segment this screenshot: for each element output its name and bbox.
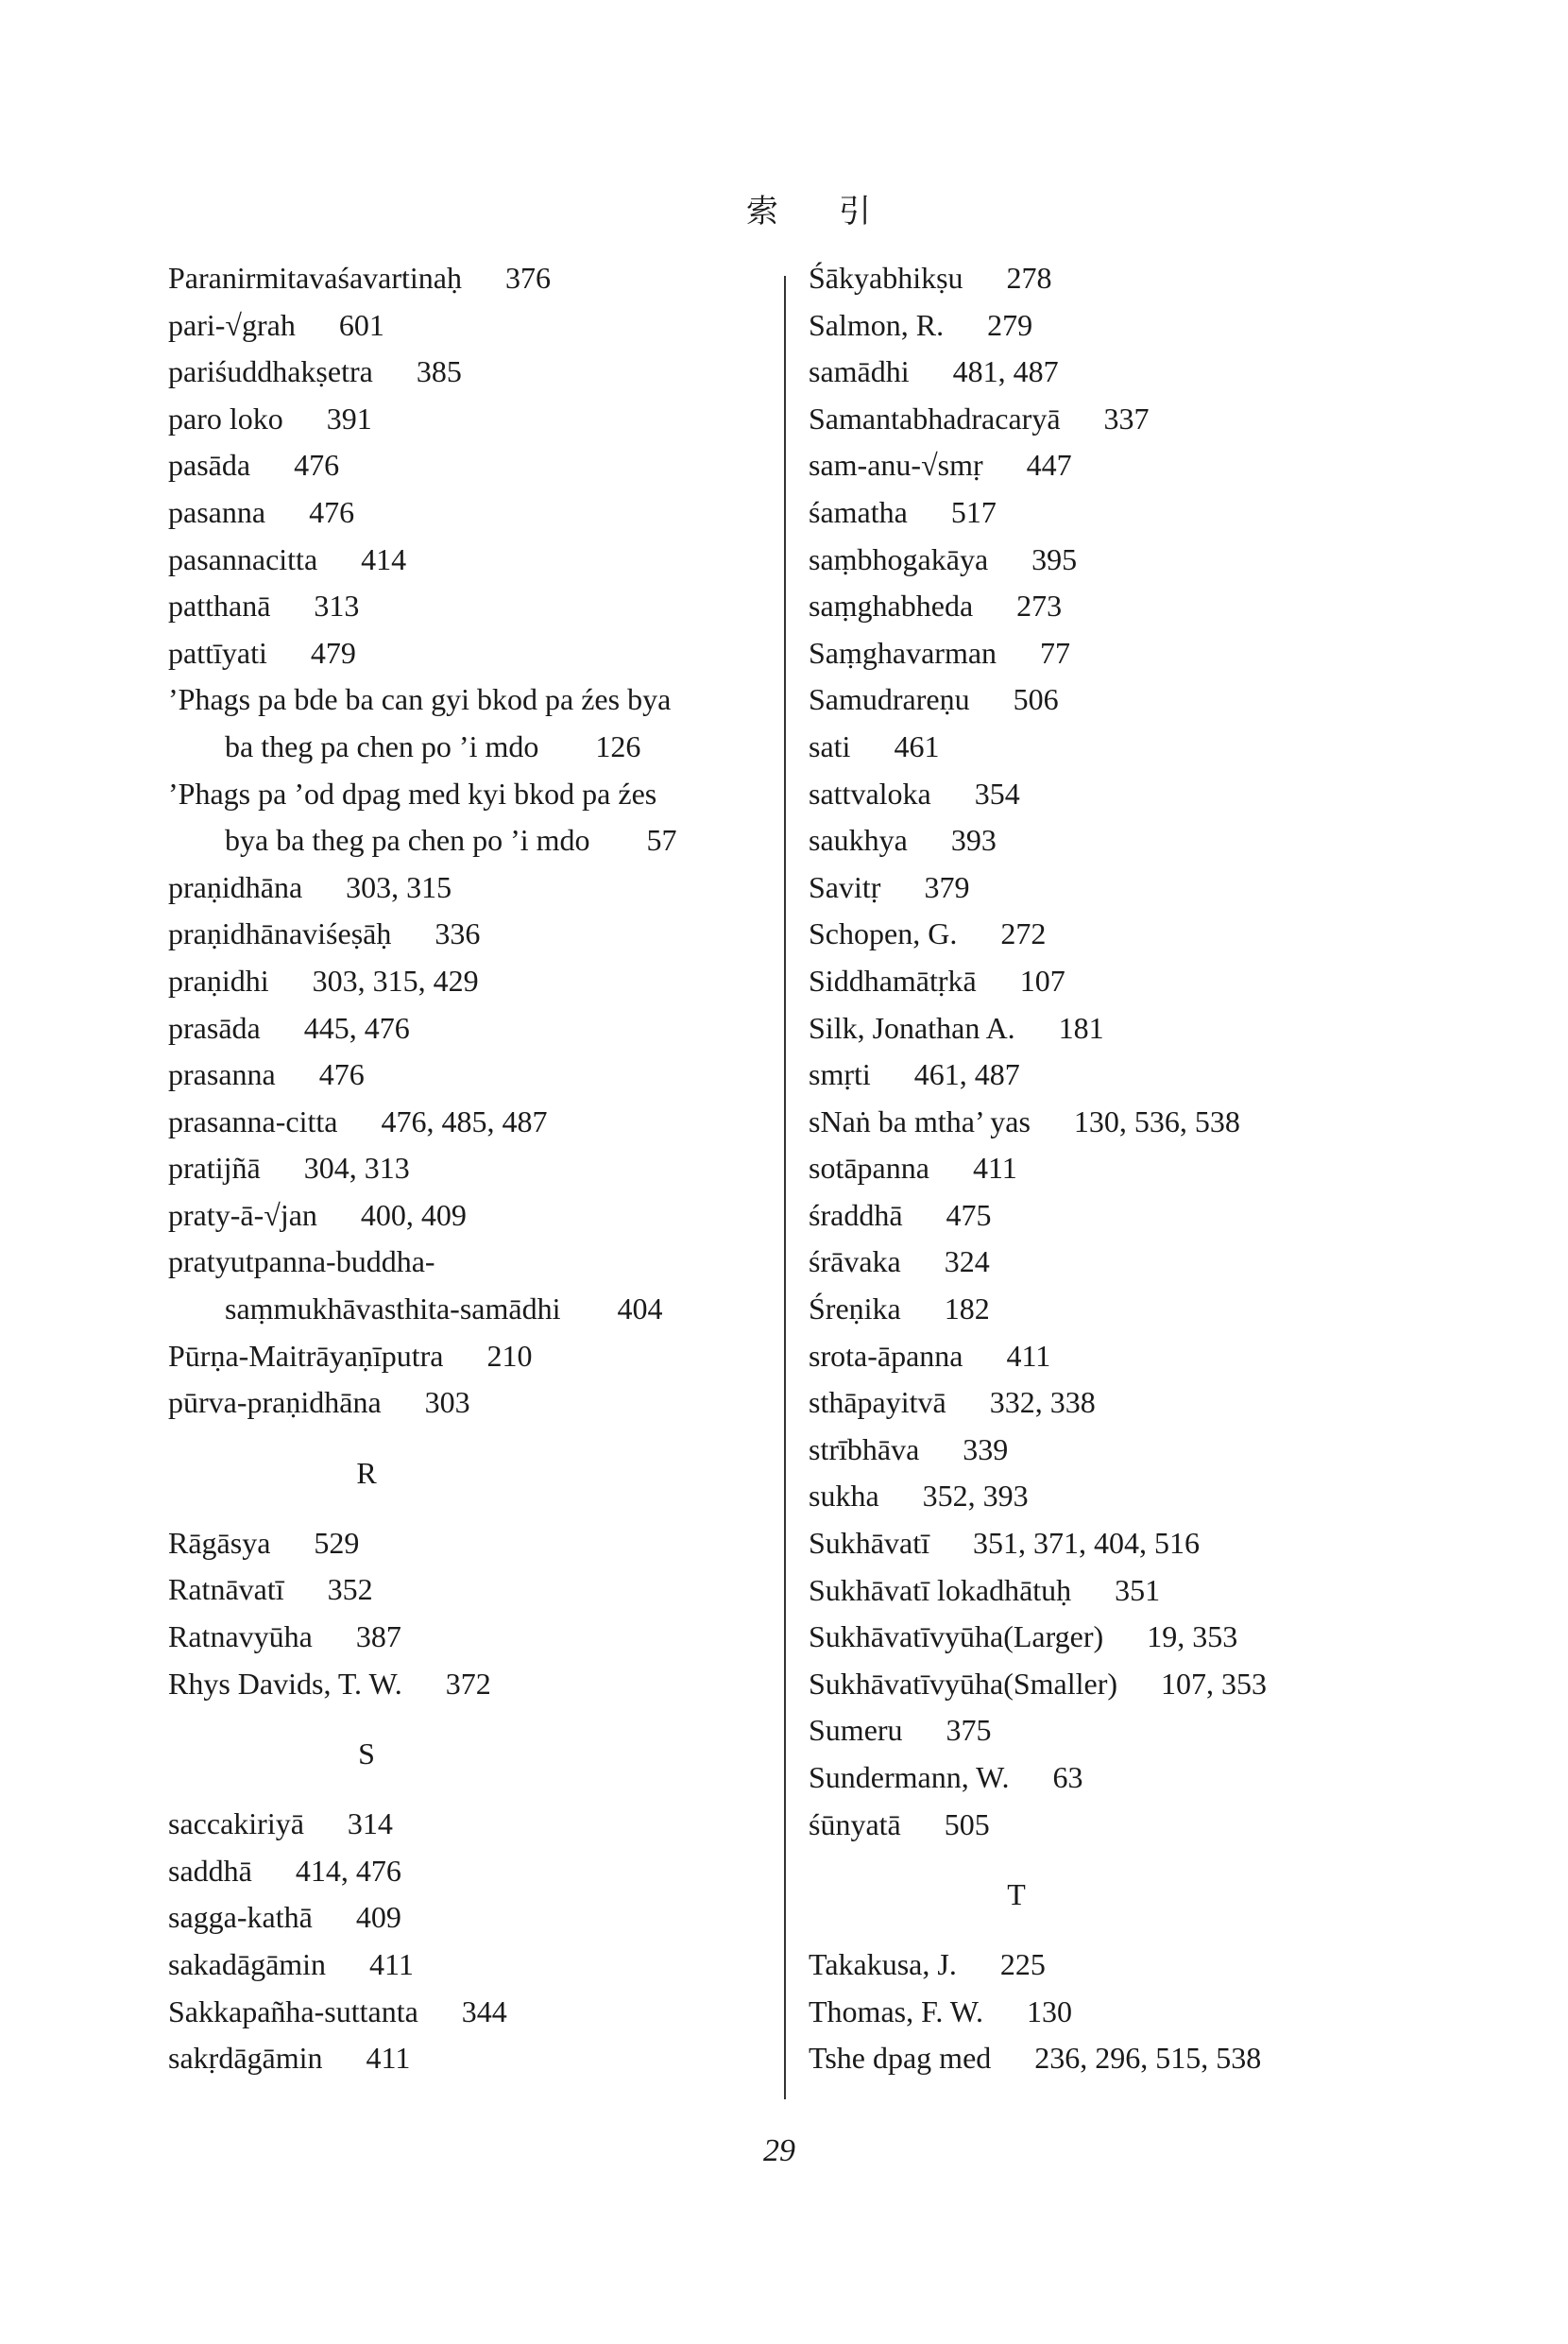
entry-term: Paranirmitavaśavartinaḥ xyxy=(168,261,462,295)
entry-term: srota-āpanna xyxy=(809,1338,963,1373)
entry-term: Savitṛ xyxy=(809,869,881,904)
entry-pages: 130, 536, 538 xyxy=(1073,1104,1240,1138)
entry-pages: 107, 353 xyxy=(1161,1666,1268,1701)
index-entry xyxy=(168,1005,782,1052)
entry-term: prasanna-citta xyxy=(168,1104,338,1138)
index-entry xyxy=(809,724,1470,771)
entry-pages: 313 xyxy=(314,589,360,624)
entry-term: śrāvaka xyxy=(809,1244,901,1279)
index-entry xyxy=(809,1614,1470,1661)
entry-pages: 385 xyxy=(416,354,462,389)
entry-pages: 404 xyxy=(617,1292,663,1326)
entry-pages: 181 xyxy=(1058,1010,1104,1045)
entry-pages: 393 xyxy=(950,823,997,858)
index-entry xyxy=(168,1099,782,1146)
entry-pages: 77 xyxy=(1040,635,1071,670)
page-header xyxy=(746,185,931,231)
index-entry xyxy=(168,1145,782,1192)
entry-term: Thomas, F. W. xyxy=(809,1993,984,2028)
entry-pages: 303 xyxy=(424,1385,470,1420)
index-entry xyxy=(168,1333,782,1380)
entry-pages: 324 xyxy=(944,1244,990,1279)
entry-term: Samudrareṇu xyxy=(809,682,970,717)
index-entry xyxy=(809,1192,1470,1240)
index-entry xyxy=(168,864,782,912)
entry-term: sam-anu-√smṛ xyxy=(809,448,983,483)
entry-pages: 506 xyxy=(1013,682,1059,717)
index-entry xyxy=(809,817,1470,864)
index-entry xyxy=(809,864,1470,912)
entry-term: saṃbhogakāya xyxy=(809,541,989,576)
index-entry xyxy=(168,1239,782,1286)
entry-pages: 351, 371, 404, 516 xyxy=(972,1526,1200,1561)
entry-pages: 273 xyxy=(1016,589,1063,624)
left-group-r xyxy=(168,1520,782,1707)
entry-term: prasanna xyxy=(168,1057,276,1092)
entry-pages: 352, 393 xyxy=(922,1479,1029,1514)
entry-pages: 314 xyxy=(347,1806,393,1841)
entry-term: pasannacitta xyxy=(168,541,318,576)
entry-pages: 529 xyxy=(314,1525,360,1560)
entry-term: smṛti xyxy=(809,1057,871,1092)
entry-term: prasāda xyxy=(168,1010,261,1045)
page-number: 29 xyxy=(763,2133,795,2168)
entry-term: Tshe dpag med xyxy=(809,2041,992,2076)
left-column xyxy=(168,255,782,2082)
index-entry xyxy=(809,1661,1470,1708)
index-entry xyxy=(168,1848,782,1895)
entry-term: Sukhāvatī xyxy=(809,1526,929,1561)
entry-term: sakadāgāmin xyxy=(168,1947,327,1981)
index-entry xyxy=(168,676,782,724)
right-group-s xyxy=(809,255,1470,1848)
entry-pages: 304, 313 xyxy=(303,1151,410,1186)
entry-pages: 182 xyxy=(944,1292,990,1326)
index-entry-continuation xyxy=(168,724,782,771)
entry-pages: 475 xyxy=(946,1197,992,1232)
index-entry xyxy=(168,1801,782,1848)
entry-pages: 411 xyxy=(972,1151,1017,1186)
entry-pages: 461 xyxy=(894,728,940,763)
entry-term: sotāpanna xyxy=(809,1151,929,1186)
entry-term: Sakkapañha-suttanta xyxy=(168,1993,418,2028)
left-group-s xyxy=(168,1801,782,2082)
index-entry xyxy=(809,911,1470,958)
entry-term: Sumeru xyxy=(809,1713,903,1748)
index-entry xyxy=(168,302,782,350)
column-divider xyxy=(784,276,786,2099)
index-entry xyxy=(809,1942,1470,1989)
entry-term: pasanna xyxy=(168,494,266,529)
index-entry xyxy=(168,1566,782,1614)
index-entry xyxy=(809,1099,1470,1146)
entry-pages: 354 xyxy=(974,776,1020,811)
entry-pages: 351 xyxy=(1115,1572,1161,1607)
entry-term: sukha xyxy=(809,1479,879,1514)
entry-term: patthanā xyxy=(168,589,271,624)
entry-pages: 372 xyxy=(445,1666,491,1701)
entry-term: Śreṇika xyxy=(809,1292,901,1326)
index-entry xyxy=(168,1614,782,1661)
entry-pages: 400, 409 xyxy=(360,1197,467,1232)
index-entry-continuation xyxy=(168,1286,782,1333)
entry-term: śraddhā xyxy=(809,1197,903,1232)
index-entry xyxy=(168,349,782,396)
entry-term: sNaṅ ba mtha’ yas xyxy=(809,1104,1031,1138)
index-entry xyxy=(809,1520,1470,1567)
entry-term: saccakiriyā xyxy=(168,1806,304,1841)
entry-term: Saṃghavarman xyxy=(809,635,997,670)
index-entry xyxy=(168,958,782,1005)
entry-term: saukhya xyxy=(809,823,908,858)
entry-pages: 19, 353 xyxy=(1147,1619,1238,1654)
entry-pages: 130 xyxy=(1027,1993,1073,2028)
header-char-1: 索 xyxy=(746,195,839,230)
entry-pages: 303, 315, 429 xyxy=(312,963,479,998)
entry-pages: 411 xyxy=(1006,1338,1051,1373)
entry-pages: 414 xyxy=(361,541,407,576)
entry-term: Ratnāvatī xyxy=(168,1572,284,1607)
index-entry xyxy=(168,255,782,302)
index-entry xyxy=(809,1379,1470,1427)
entry-term: sati xyxy=(809,728,851,763)
index-entry xyxy=(168,2035,782,2082)
entry-term: Rhys Davids, T. W. xyxy=(168,1666,402,1701)
entry-term: Rāgāsya xyxy=(168,1525,271,1560)
entry-term: sakṛdāgāmin xyxy=(168,2041,323,2076)
entry-term: samādhi xyxy=(809,354,910,389)
entry-pages: 476, 485, 487 xyxy=(381,1104,548,1138)
entry-pages: 107 xyxy=(1019,963,1065,998)
entry-term: Ratnavyūha xyxy=(168,1619,313,1654)
entry-pages: 505 xyxy=(944,1806,990,1841)
index-entry xyxy=(168,630,782,677)
index-entry xyxy=(809,255,1470,302)
entry-term: saddhā xyxy=(168,1853,252,1888)
entry-term: sagga-kathā xyxy=(168,1900,313,1935)
entry-pages: 387 xyxy=(355,1619,401,1654)
entry-pages: 376 xyxy=(504,261,551,295)
index-entry xyxy=(168,489,782,537)
index-entry xyxy=(809,1427,1470,1474)
entry-term: strībhāva xyxy=(809,1431,920,1466)
entry-term: pari-√grah xyxy=(168,307,296,342)
index-entry xyxy=(168,1192,782,1240)
index-entry xyxy=(168,911,782,958)
entry-pages: 395 xyxy=(1031,541,1078,576)
index-entry xyxy=(809,1989,1470,2036)
entry-pages: 352 xyxy=(327,1572,373,1607)
index-entry xyxy=(168,396,782,443)
entry-term: pattīyati xyxy=(168,635,267,670)
index-entry xyxy=(809,676,1470,724)
entry-term: pasāda xyxy=(168,448,251,483)
entry-term: paro loko xyxy=(168,401,283,436)
entry-term: Siddhamātṛkā xyxy=(809,963,977,998)
index-entry xyxy=(809,396,1470,443)
entry-term: Sukhāvatīvyūha(Smaller) xyxy=(809,1666,1118,1701)
entry-pages: 391 xyxy=(326,401,372,436)
entry-term: sattvaloka xyxy=(809,776,931,811)
entry-term: Pūrṇa-Maitrāyaṇīputra xyxy=(168,1338,444,1373)
entry-term: praty-ā-√jan xyxy=(168,1197,317,1232)
index-entry xyxy=(809,1052,1470,1099)
index-entry-continuation xyxy=(168,817,782,864)
index-entry xyxy=(809,1707,1470,1754)
entry-pages: 375 xyxy=(946,1713,992,1748)
entry-term: Sundermann, W. xyxy=(809,1760,1010,1794)
section-letter-s: S xyxy=(358,1737,375,1771)
entry-pages: 336 xyxy=(435,916,481,951)
entry-pages: 339 xyxy=(963,1431,1009,1466)
entry-pages: 344 xyxy=(461,1993,507,2028)
index-entry xyxy=(809,349,1470,396)
index-entry xyxy=(168,1052,782,1099)
index-entry xyxy=(809,1754,1470,1802)
entry-pages: 303, 315 xyxy=(346,869,452,904)
index-entry xyxy=(168,1520,782,1567)
index-entry xyxy=(809,1567,1470,1615)
entry-pages: 278 xyxy=(1006,261,1052,295)
entry-pages: 481, 487 xyxy=(952,354,1059,389)
entry-term: bya ba theg pa chen po ’i mdo xyxy=(225,823,590,858)
index-entry xyxy=(809,442,1470,489)
index-entry xyxy=(809,1239,1470,1286)
index-entry xyxy=(809,630,1470,677)
entry-term: śamatha xyxy=(809,494,908,529)
right-column xyxy=(809,255,1470,2082)
entry-term: ’Phags pa ’od dpag med kyi bkod pa źes xyxy=(168,776,657,811)
entry-pages: 332, 338 xyxy=(989,1385,1096,1420)
entry-pages: 57 xyxy=(646,823,677,858)
entry-term: Salmon, R. xyxy=(809,307,945,342)
header-char-2: 引 xyxy=(839,195,931,230)
index-entry xyxy=(809,1333,1470,1380)
index-entry xyxy=(168,771,782,818)
entry-pages: 409 xyxy=(355,1900,401,1935)
index-entry xyxy=(168,1942,782,1989)
entry-pages: 126 xyxy=(595,728,641,763)
entry-term: saṃghabheda xyxy=(809,589,974,624)
index-entry xyxy=(809,1286,1470,1333)
section-letter-t: T xyxy=(1007,1877,1026,1912)
entry-pages: 279 xyxy=(987,307,1033,342)
entry-pages: 236, 296, 515, 538 xyxy=(1034,2041,1262,2076)
entry-term: pariśuddhakṣetra xyxy=(168,354,373,389)
index-entry xyxy=(168,1379,782,1427)
entry-pages: 601 xyxy=(338,307,384,342)
right-group-t xyxy=(809,1942,1470,2082)
entry-term: pratijñā xyxy=(168,1151,261,1186)
entry-pages: 476 xyxy=(309,494,355,529)
index-entry xyxy=(168,1894,782,1942)
entry-pages: 272 xyxy=(1000,916,1047,951)
entry-pages: 411 xyxy=(369,1947,414,1981)
entry-term: pratyutpanna-buddha- xyxy=(168,1244,435,1279)
index-entry xyxy=(809,771,1470,818)
entry-term: Śākyabhikṣu xyxy=(809,261,963,295)
index-entry xyxy=(168,1661,782,1708)
entry-term: śūnyatā xyxy=(809,1806,901,1841)
entry-term: Sukhāvatī lokadhātuḥ xyxy=(809,1572,1072,1607)
entry-term: Silk, Jonathan A. xyxy=(809,1010,1015,1045)
entry-term: Takakusa, J. xyxy=(809,1947,957,1982)
entry-pages: 225 xyxy=(999,1947,1046,1982)
entry-term: Schopen, G. xyxy=(809,916,958,951)
entry-pages: 379 xyxy=(924,869,970,904)
index-entry xyxy=(809,583,1470,630)
index-entry xyxy=(809,1473,1470,1520)
index-entry xyxy=(168,442,782,489)
entry-pages: 445, 476 xyxy=(303,1010,410,1045)
entry-pages: 476 xyxy=(294,448,340,483)
index-entry xyxy=(809,1802,1470,1849)
entry-term: praṇidhāna xyxy=(168,869,303,904)
entry-term: saṃmukhāvasthita-samādhi xyxy=(225,1292,561,1326)
index-entry xyxy=(809,2035,1470,2082)
entry-pages: 461, 487 xyxy=(913,1057,1020,1092)
entry-pages: 479 xyxy=(310,635,356,670)
index-entry xyxy=(809,1145,1470,1192)
entry-pages: 517 xyxy=(950,494,997,529)
entry-pages: 414, 476 xyxy=(295,1853,401,1888)
entry-pages: 411 xyxy=(366,2041,411,2076)
section-letter-r: R xyxy=(356,1455,377,1490)
entry-pages: 63 xyxy=(1052,1760,1083,1794)
entry-term: ’Phags pa bde ba can gyi bkod pa źes bya xyxy=(168,682,672,717)
entry-pages: 337 xyxy=(1103,401,1150,436)
entry-pages: 476 xyxy=(318,1057,365,1092)
entry-term: Samantabhadracaryā xyxy=(809,401,1061,436)
index-entry xyxy=(809,302,1470,350)
entry-term: sthāpayitvā xyxy=(809,1385,946,1420)
index-entry xyxy=(168,583,782,630)
index-entry xyxy=(809,1005,1470,1052)
entry-term: pūrva-praṇidhāna xyxy=(168,1385,382,1420)
entry-term: praṇidhi xyxy=(168,963,269,998)
entry-term: ba theg pa chen po ’i mdo xyxy=(225,728,539,763)
entry-term: praṇidhānaviśeṣāḥ xyxy=(168,916,392,951)
entry-term: Sukhāvatīvyūha(Larger) xyxy=(809,1619,1104,1654)
index-entry xyxy=(168,537,782,584)
entry-pages: 210 xyxy=(486,1338,533,1373)
entry-pages: 447 xyxy=(1026,448,1072,483)
index-entry xyxy=(168,1989,782,2036)
index-entry xyxy=(809,958,1470,1005)
index-entry xyxy=(809,537,1470,584)
left-group-p xyxy=(168,255,782,1427)
index-entry xyxy=(809,489,1470,537)
